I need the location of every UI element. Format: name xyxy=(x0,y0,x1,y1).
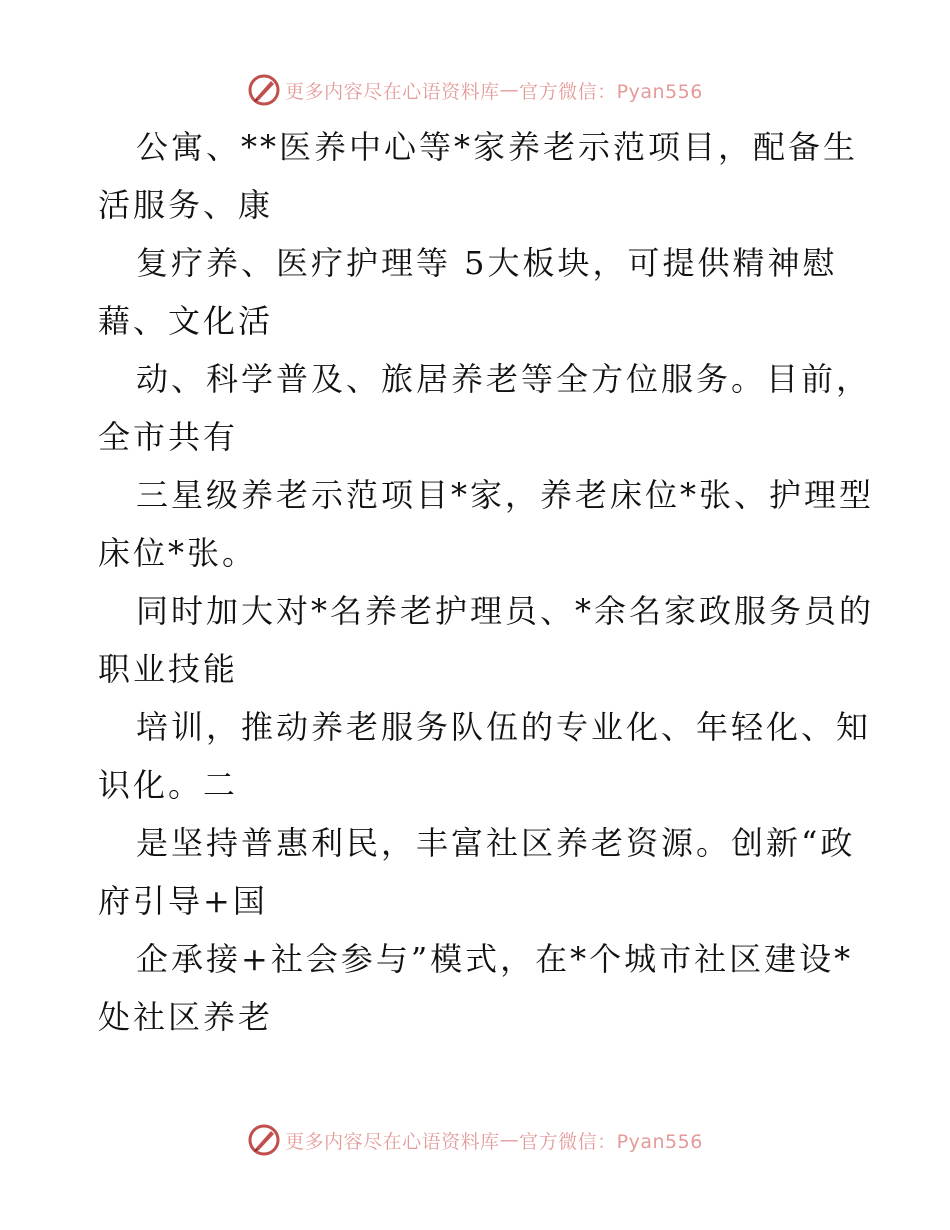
body-line: 活服务、康 xyxy=(98,186,274,224)
body-line: 全市共有 xyxy=(98,418,239,456)
body-line: 企承接+社会参与”模式，在*个城市社区建设* xyxy=(136,940,854,978)
body-line: 床位*张。 xyxy=(98,534,258,572)
banner-text: 更多内容尽在心语资料库 xyxy=(285,1130,500,1153)
header-banner xyxy=(0,70,950,110)
banner-text: 更多内容尽在心语资料库 xyxy=(285,80,500,103)
document-body xyxy=(98,118,875,1046)
quill-pen-logo-icon xyxy=(247,1123,281,1157)
quill-pen-logo-icon xyxy=(247,73,281,107)
body-line: 藉、文化活 xyxy=(98,302,274,340)
banner-contact: 官方微信：Pyan556 xyxy=(519,1130,703,1153)
body-line: 培训，推动养老服务队伍的专业化、年轻化、知 xyxy=(136,708,872,746)
banner-contact: 官方微信：Pyan556 xyxy=(519,80,703,103)
body-line: 公寓、**医养中心等*家养老示范项目，配备生 xyxy=(136,128,859,166)
banner-separator: — xyxy=(499,1129,520,1151)
body-line: 职业技能 xyxy=(98,650,239,688)
footer-banner xyxy=(0,1120,950,1160)
body-line: 识化。二 xyxy=(98,766,239,804)
banner-separator: — xyxy=(499,79,520,101)
body-line: 动、科学普及、旅居养老等全方位服务。目前， xyxy=(136,360,872,398)
body-line: 处社区养老 xyxy=(98,998,274,1036)
body-line: 是坚持普惠利民，丰富社区养老资源。创新“政 xyxy=(136,824,856,862)
body-line: 复疗养、医疗护理等 5大板块，可提供精神慰 xyxy=(136,244,838,282)
body-line: 三星级养老示范项目*家，养老床位*张、护理型 xyxy=(136,476,875,514)
body-line: 同时加大对*名养老护理员、*余名家政服务员的 xyxy=(136,592,875,630)
body-line: 府引导+国 xyxy=(98,882,268,920)
